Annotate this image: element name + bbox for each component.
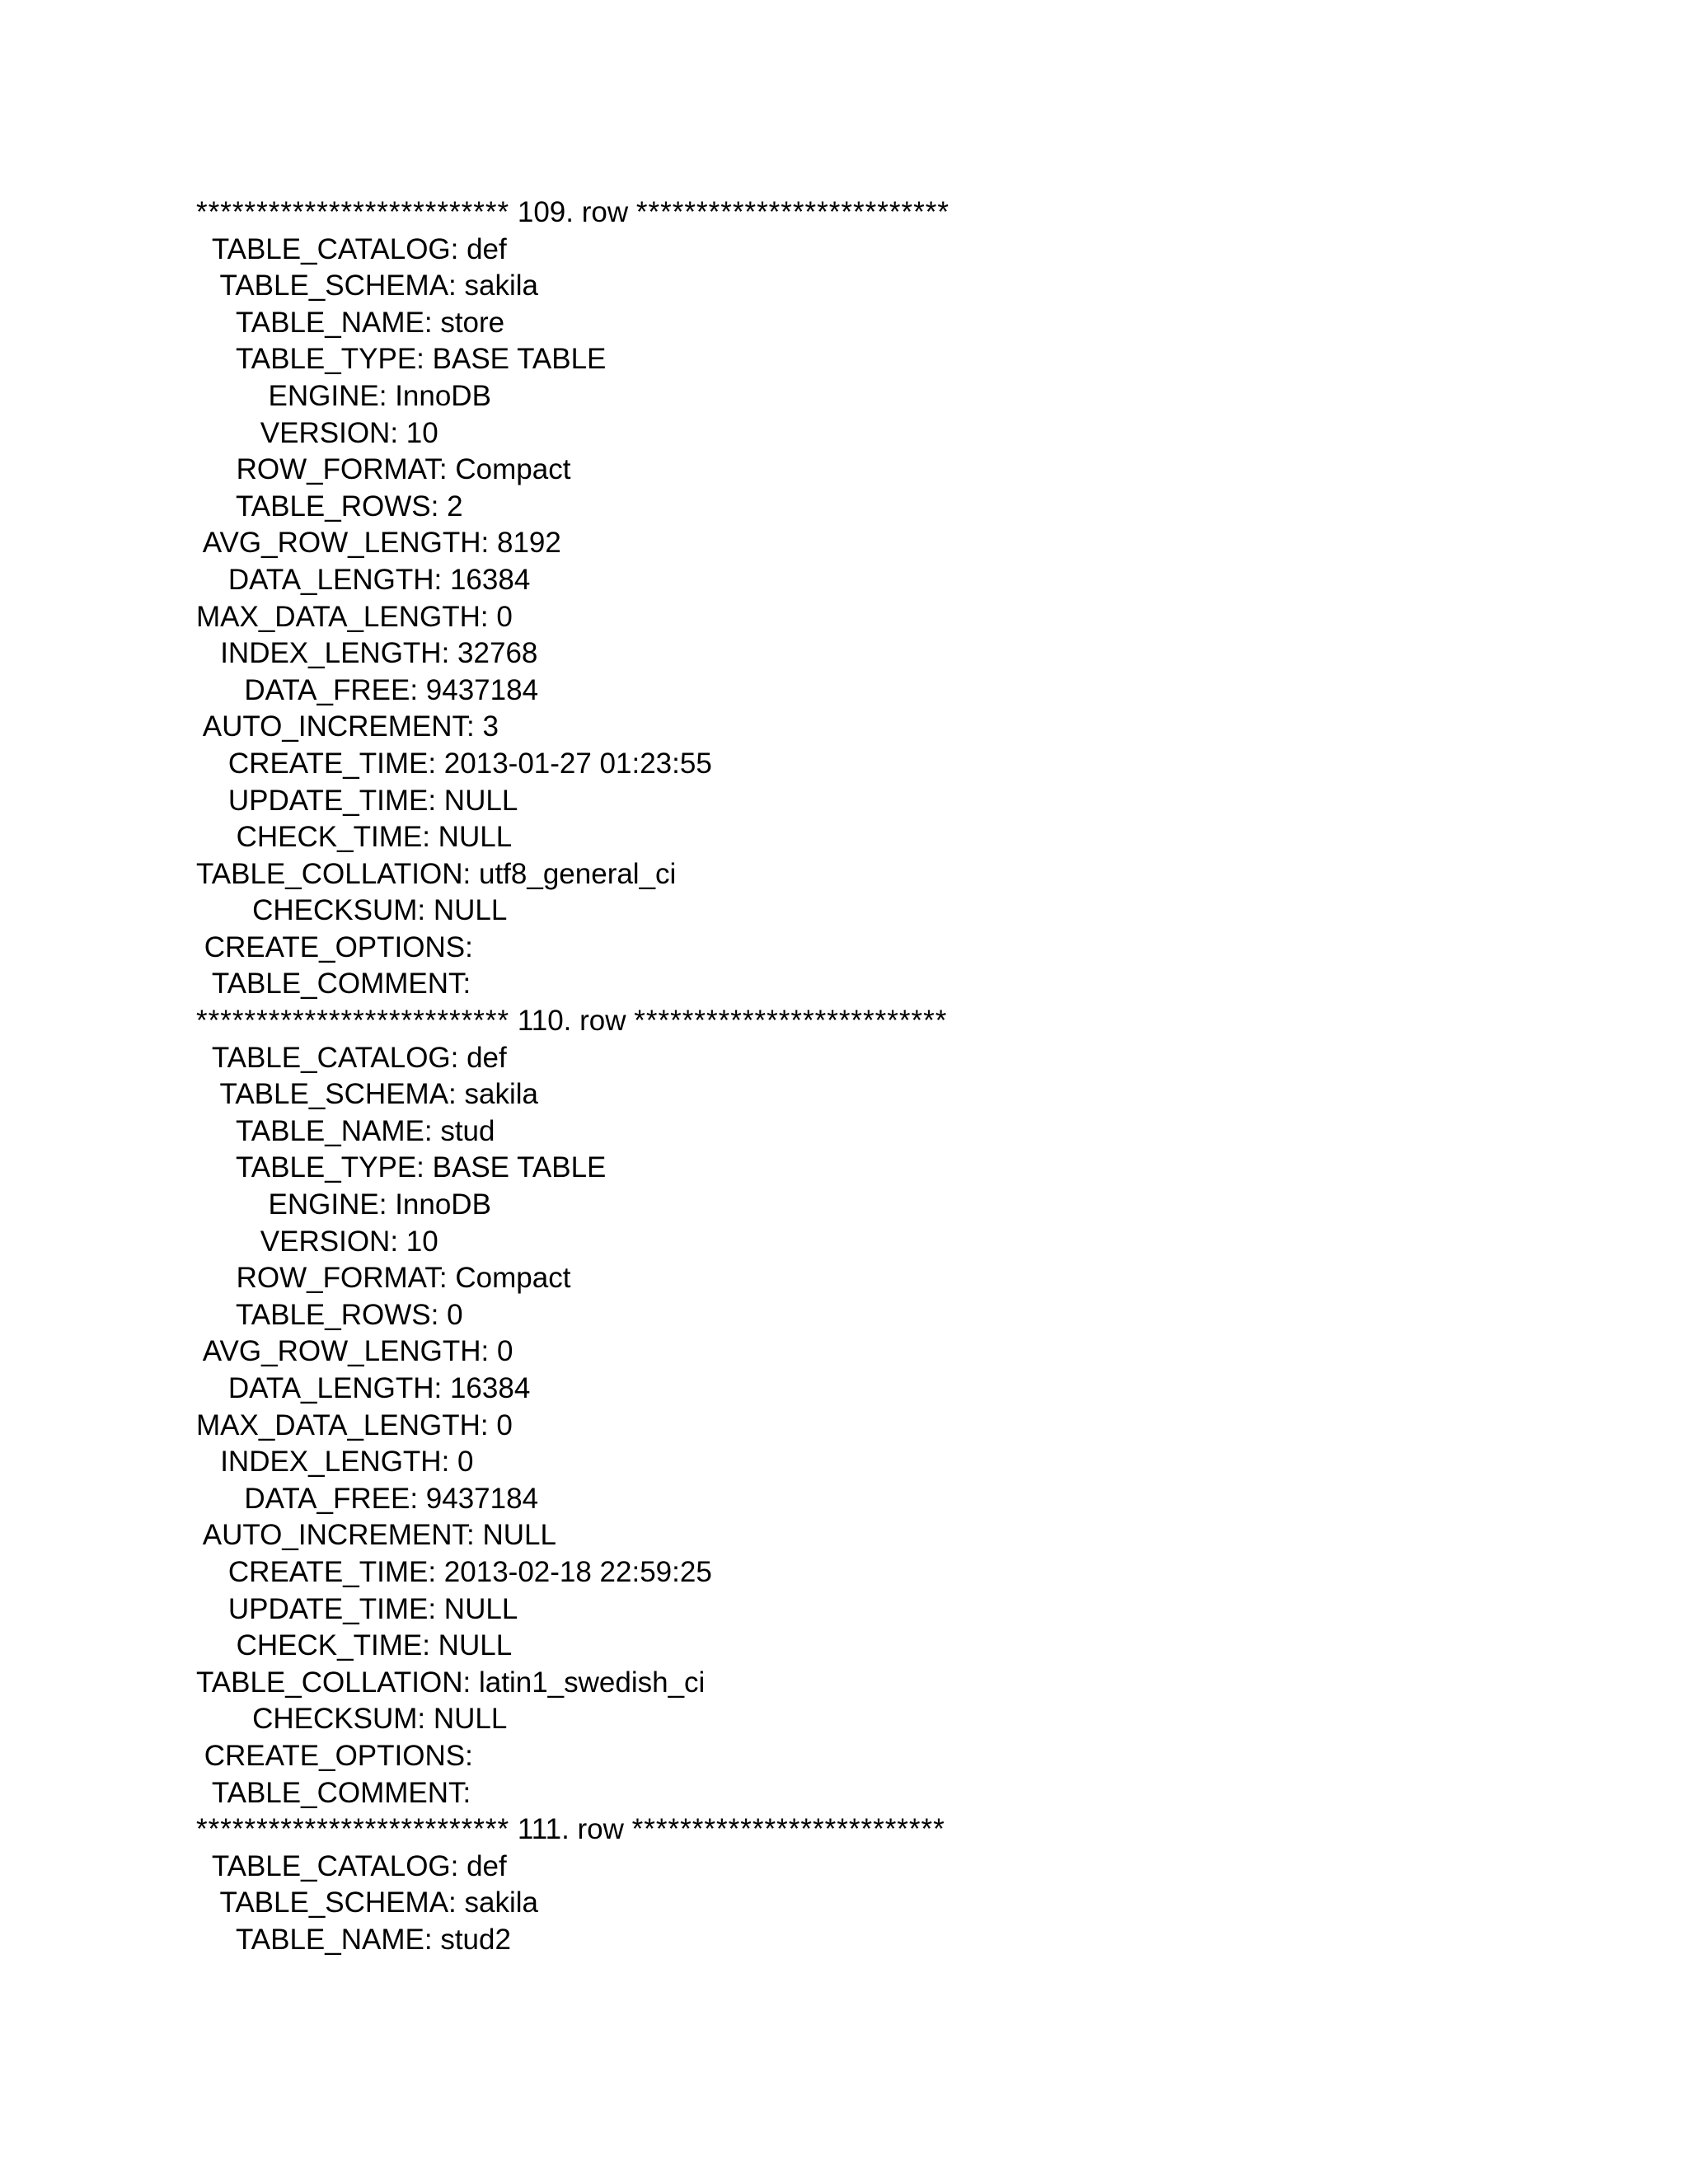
field-line: CHECKSUM: NULL [196,893,950,930]
field-indent [196,1850,212,1882]
field-value: 16384 [449,1372,531,1404]
field-line: MAX_DATA_LENGTH: 0 [196,1408,513,1441]
separator-stars-right: ************************** [634,1005,948,1038]
field-value: 9437184 [425,1482,539,1515]
field-key: AUTO_INCREMENT [202,710,467,743]
field-indent [196,417,260,449]
field-indent [196,1924,236,1956]
field-indent [196,1777,212,1809]
field-value: 0 [447,1298,463,1331]
field-line: AUTO_INCREMENT: 3 [196,709,950,746]
field-line: DATA_FREE: 9437184 [196,673,950,710]
field-key: TABLE_CATALOG [211,1041,451,1074]
field-line: DATA_FREE: 9437184 [196,1481,950,1518]
field-key: CREATE_TIME [227,747,429,780]
field-indent [196,1299,236,1331]
field-line: VERSION: 10 [196,1224,950,1261]
field-indent [196,1335,203,1367]
field-value: BASE TABLE [432,1151,607,1184]
field-line: ROW_FORMAT: Compact [196,1260,950,1297]
field-value: latin1_swedish_ci [478,1666,706,1699]
separator-stars-left: ************************** [196,1813,510,1846]
row-number-label: 109. row [517,196,629,228]
field-value: 0 [496,1408,513,1441]
field-key: UPDATE_TIME [227,784,429,817]
field-value: InnoDB [395,1188,491,1221]
field-value: NULL [433,894,508,927]
field-indent [196,1629,237,1661]
field-key: DATA_LENGTH [227,563,434,596]
field-value: 2013-02-18 22:59:25 [443,1555,712,1588]
field-key: VERSION [260,416,391,449]
field-indent [196,269,220,302]
field-line: DATA_LENGTH: 16384 [196,1371,950,1408]
field-line: TABLE_COMMENT: [196,966,950,1003]
field-key: TABLE_ROWS [236,490,431,523]
field-key: TABLE_TYPE [236,343,417,376]
field-indent [196,1226,260,1258]
field-value: 0 [496,600,513,633]
field-value: 9437184 [425,673,539,706]
field-indent [196,1886,220,1919]
field-value: NULL [438,1629,513,1662]
field-indent [196,894,252,926]
field-value: Compact [455,1262,571,1295]
field-line: ENGINE: InnoDB [196,1187,950,1224]
field-line: UPDATE_TIME: NULL [196,1591,950,1629]
field-indent [196,1556,228,1588]
field-line: TABLE_SCHEMA: sakila [196,1076,950,1113]
field-value: InnoDB [395,379,491,412]
field-line: VERSION: 10 [196,415,950,452]
field-line: TABLE_NAME: stud2 [196,1922,950,1959]
field-indent [196,1188,269,1221]
field-value: 10 [406,1225,438,1258]
field-value: 8192 [497,527,561,560]
field-key: AVG_ROW_LENGTH [202,527,481,560]
field-key: DATA_LENGTH [227,1372,434,1404]
field-key: MAX_DATA_LENGTH [196,1408,481,1441]
field-line: CHECK_TIME: NULL [196,1628,950,1665]
field-line: TABLE_SCHEMA: sakila [196,1885,950,1922]
field-key: CHECKSUM [252,894,418,927]
field-value: 2013-01-27 01:23:55 [443,747,712,780]
field-indent [196,1151,236,1183]
field-indent [196,343,236,375]
row-separator [196,1811,950,1849]
field-value: NULL [482,1519,556,1552]
field-indent [196,490,236,523]
field-value: def [467,1849,507,1882]
field-value: 0 [457,1446,474,1479]
field-line: DATA_LENGTH: 16384 [196,562,950,599]
field-key: TABLE_NAME [236,1114,424,1147]
field-key: INDEX_LENGTH [220,637,442,670]
field-line: TABLE_TYPE: BASE TABLE [196,1150,950,1187]
field-line: TABLE_ROWS: 0 [196,1297,950,1334]
field-value: NULL [443,784,518,817]
field-value: def [467,1041,507,1074]
field-value: 0 [497,1335,513,1368]
field-value: sakila [464,269,538,302]
field-indent [196,968,212,1000]
row-separator [196,194,950,232]
field-indent [196,748,228,780]
field-key: CHECK_TIME [236,1629,423,1662]
field-line: CREATE_OPTIONS: [196,1738,950,1775]
field-line: TABLE_SCHEMA: sakila [196,268,950,305]
field-value: def [467,232,507,265]
field-value: NULL [443,1592,518,1625]
field-indent [196,1372,228,1404]
field-indent [196,380,269,412]
field-value: utf8_general_ci [478,857,677,890]
field-key: CREATE_OPTIONS [204,930,466,963]
field-line: ENGINE: InnoDB [196,378,950,415]
query-output-text [196,194,950,1959]
field-line: TABLE_COLLATION: utf8_general_ci [196,857,677,890]
field-value: stud2 [440,1923,511,1956]
field-key: DATA_FREE [244,1482,410,1515]
separator-stars-right: ************************** [635,196,950,228]
field-value: BASE TABLE [432,343,607,376]
field-line: TABLE_NAME: store [196,305,950,342]
field-indent [196,1115,236,1147]
field-key: TABLE_ROWS [236,1298,431,1331]
separator-stars-left: ************************** [196,1005,510,1038]
field-indent [196,1519,203,1551]
field-key: TABLE_NAME [236,306,424,339]
field-line: CREATE_TIME: 2013-02-18 22:59:25 [196,1554,950,1591]
field-line: TABLE_ROWS: 2 [196,489,950,526]
field-indent [196,564,228,596]
field-indent [196,710,203,743]
field-indent [196,1483,244,1515]
field-value: sakila [464,1078,538,1111]
field-value: store [440,306,505,339]
field-key: DATA_FREE [244,673,410,706]
field-line: TABLE_CATALOG: def [196,1849,950,1886]
field-line: TABLE_CATALOG: def [196,1040,950,1077]
separator-stars-left: ************************** [196,196,510,228]
field-key: ROW_FORMAT [236,1262,439,1295]
field-key: TABLE_COLLATION [196,857,463,890]
field-key: UPDATE_TIME [227,1592,429,1625]
field-key: CREATE_TIME [227,1555,429,1588]
field-value: 2 [447,490,463,523]
field-indent [196,931,204,963]
field-key: AUTO_INCREMENT [202,1519,467,1552]
field-line: TABLE_NAME: stud [196,1113,950,1151]
row-number-label: 111. row [517,1813,624,1846]
field-value: 10 [406,416,438,449]
field-key: TABLE_COMMENT [211,1776,463,1809]
field-key: VERSION [260,1225,391,1258]
field-line: TABLE_COLLATION: latin1_swedish_ci [196,1666,706,1699]
field-key: TABLE_COLLATION [196,1666,463,1699]
field-indent [196,1262,237,1294]
field-value: NULL [438,821,513,854]
field-line: UPDATE_TIME: NULL [196,783,950,820]
field-line: CHECKSUM: NULL [196,1701,950,1738]
field-indent [196,307,236,339]
field-value: 32768 [457,637,538,670]
field-line: TABLE_COMMENT: [196,1775,950,1812]
field-key: MAX_DATA_LENGTH [196,600,481,633]
field-line: CHECK_TIME: NULL [196,819,950,856]
field-indent [196,674,244,706]
field-line: CREATE_TIME: 2013-01-27 01:23:55 [196,746,950,783]
row-separator [196,1003,950,1040]
field-key: ROW_FORMAT [236,453,439,486]
field-key: ENGINE [268,1188,379,1221]
field-indent [196,1078,220,1110]
field-indent [196,233,212,265]
field-line: TABLE_TYPE: BASE TABLE [196,341,950,378]
field-indent [196,1593,228,1625]
field-line: MAX_DATA_LENGTH: 0 [196,600,513,633]
field-key: TABLE_COMMENT [211,968,463,1001]
field-line: INDEX_LENGTH: 0 [196,1444,950,1481]
field-line: AVG_ROW_LENGTH: 8192 [196,525,950,562]
field-line: AUTO_INCREMENT: NULL [196,1517,950,1554]
field-key: AVG_ROW_LENGTH [202,1335,481,1368]
field-indent [196,785,228,817]
field-key: TABLE_SCHEMA [219,1078,449,1111]
field-indent [196,637,220,669]
field-indent [196,1740,204,1772]
field-indent [196,821,237,853]
field-indent [196,527,203,559]
field-value: sakila [464,1886,538,1919]
field-key: CHECKSUM [252,1703,418,1736]
field-line: TABLE_CATALOG: def [196,232,950,269]
field-indent [196,1042,212,1074]
field-key: TABLE_SCHEMA [219,1886,449,1919]
field-key: TABLE_CATALOG [211,1849,451,1882]
field-key: TABLE_SCHEMA [219,269,449,302]
field-key: ENGINE [268,379,379,412]
field-key: CREATE_OPTIONS [204,1739,466,1772]
field-value: 3 [482,710,499,743]
field-value: NULL [433,1703,508,1736]
field-value: stud [440,1114,495,1147]
field-value: 16384 [449,563,531,596]
separator-stars-right: ************************** [631,1813,945,1846]
field-key: INDEX_LENGTH [220,1446,442,1479]
field-indent [196,1703,252,1735]
field-line: AVG_ROW_LENGTH: 0 [196,1333,950,1371]
field-indent [196,1446,220,1478]
field-indent [196,453,237,485]
field-key: CHECK_TIME [236,821,423,854]
field-key: TABLE_CATALOG [211,232,451,265]
row-number-label: 110. row [517,1005,626,1038]
field-value: Compact [455,453,571,486]
field-key: TABLE_NAME [236,1923,424,1956]
field-line: ROW_FORMAT: Compact [196,452,950,489]
field-line: INDEX_LENGTH: 32768 [196,635,950,673]
field-line: CREATE_OPTIONS: [196,930,950,967]
field-key: TABLE_TYPE [236,1151,417,1184]
